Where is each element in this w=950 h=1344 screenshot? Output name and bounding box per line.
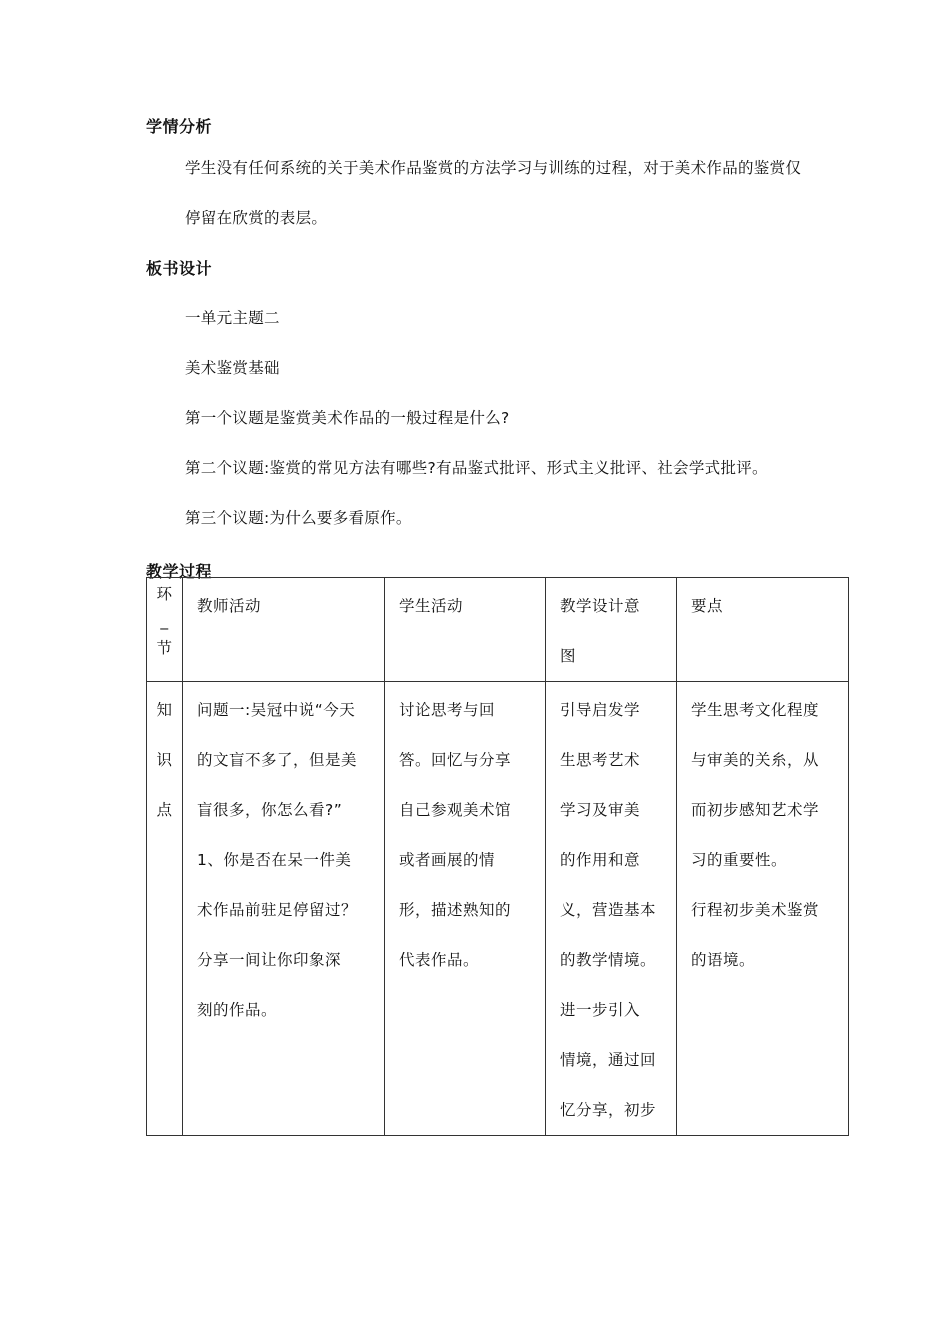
analysis-line-2: 停留在欣赏的表层。 bbox=[185, 209, 328, 227]
header-stage bbox=[147, 578, 183, 682]
cell-line: 的文盲不多了，但是美 bbox=[197, 751, 358, 769]
cell-line: 情境，通过回 bbox=[560, 1051, 657, 1069]
header-stage-char: 节 bbox=[156, 639, 173, 657]
header-stage-char: _ bbox=[160, 612, 169, 630]
cell-line: 行程初步美术鉴赏 bbox=[691, 901, 820, 919]
cell-line: 而初步感知艺术学 bbox=[691, 801, 820, 819]
heading-teaching-process: 教学过程 bbox=[146, 562, 213, 581]
cell-line: 的作用和意 bbox=[560, 851, 641, 869]
cell-line: 的语境。 bbox=[691, 951, 756, 969]
header-label: 学生活动 bbox=[399, 597, 464, 615]
cell-line: 义，营造基本 bbox=[560, 901, 657, 919]
cell-line: 生思考艺术 bbox=[560, 751, 641, 769]
cell-line: 代表作品。 bbox=[399, 951, 480, 969]
cell-line: 进一步引入 bbox=[560, 1001, 641, 1019]
cell-line: 术作品前驻足停留过？ bbox=[197, 901, 358, 919]
cell-line: 答。回忆与分享 bbox=[399, 751, 512, 769]
cell-line: 忆分享，初步 bbox=[560, 1101, 657, 1119]
table-row bbox=[147, 682, 849, 1136]
cell-line: 1、你是否在呆一件美 bbox=[197, 851, 352, 869]
row-design-intent bbox=[546, 682, 677, 1136]
header-label: 图 bbox=[560, 647, 577, 665]
board-item: 一单元主题二 bbox=[185, 309, 280, 327]
row-stage bbox=[147, 682, 183, 1136]
stage-char: 点 bbox=[156, 801, 173, 819]
header-teacher-activity bbox=[183, 578, 385, 682]
cell-line: 问题一:吴冠中说“今天 bbox=[197, 701, 356, 719]
teaching-process-table bbox=[146, 577, 849, 1136]
header-student-activity bbox=[385, 578, 546, 682]
cell-line: 形，描述熟知的 bbox=[399, 901, 512, 919]
table-header-row bbox=[147, 578, 849, 682]
analysis-line-1: 学生没有任何系统的关于美术作品鉴赏的方法学习与训练的过程，对于美术作品的鉴赏仅 bbox=[185, 159, 802, 177]
cell-line: 与审美的关糸，从 bbox=[691, 751, 820, 769]
cell-line: 讨论思考与回 bbox=[399, 701, 496, 719]
board-item: 第一个议题是鉴赏美术作品的一般过程是什么? bbox=[185, 409, 510, 427]
cell-line: 自己参观美术馆 bbox=[399, 801, 512, 819]
header-label: 教师活动 bbox=[197, 597, 262, 615]
row-student-activity bbox=[385, 682, 546, 1136]
cell-line: 的教学情境。 bbox=[560, 951, 657, 969]
cell-line: 或者画展的情 bbox=[399, 851, 496, 869]
cell-line: 刻的作品。 bbox=[197, 1001, 278, 1019]
cell-line: 习的重要性。 bbox=[691, 851, 788, 869]
row-teacher-activity bbox=[183, 682, 385, 1136]
cell-line: 分享一间让你印象深 bbox=[197, 951, 342, 969]
stage-char: 识 bbox=[156, 751, 173, 769]
header-stage-char: 环 bbox=[156, 585, 173, 603]
header-label: 要点 bbox=[691, 597, 724, 615]
heading-analysis: 学情分析 bbox=[146, 117, 213, 136]
cell-line: 学生思考文化程度 bbox=[691, 701, 820, 719]
cell-line: 学习及审美 bbox=[560, 801, 641, 819]
header-label: 教学设计意 bbox=[560, 597, 641, 615]
cell-line: 引导启发学 bbox=[560, 701, 641, 719]
row-key-points bbox=[677, 682, 849, 1136]
heading-board-design: 板书设计 bbox=[146, 259, 213, 278]
board-item: 美术鉴赏基础 bbox=[185, 359, 280, 377]
board-item: 第三个议题:为什么要多看原作。 bbox=[185, 509, 412, 527]
stage-char: 知 bbox=[156, 701, 173, 719]
header-key-points bbox=[677, 578, 849, 682]
board-item: 第二个议题:鉴赏的常见方法有哪些?有品鉴式批评、形式主义批评、社会学式批评。 bbox=[185, 459, 768, 477]
cell-line: 盲很多，你怎么看?” bbox=[197, 801, 343, 819]
header-design-intent bbox=[546, 578, 677, 682]
